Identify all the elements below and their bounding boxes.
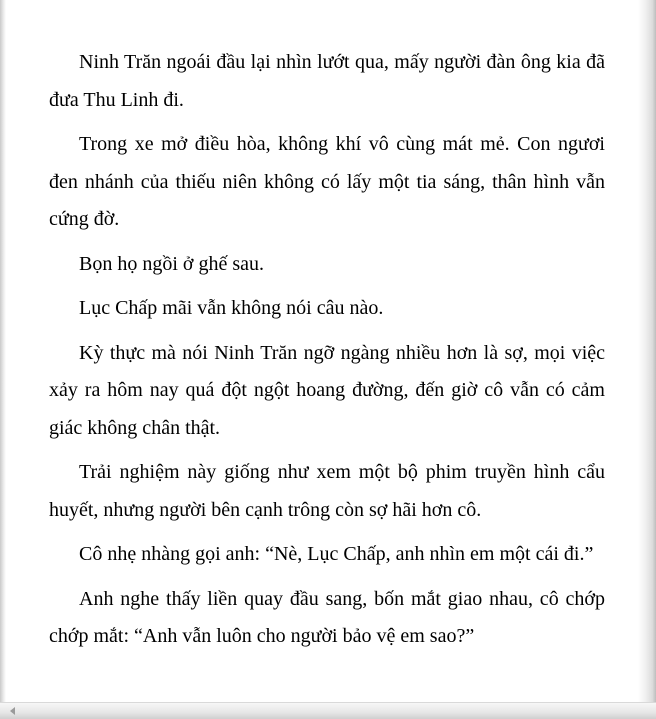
page-left-edge <box>0 0 6 719</box>
paragraph: Lục Chấp mãi vẫn không nói câu nào. <box>79 297 384 319</box>
paragraph: Trải nghiệm này giống như xem một bộ phim truyền hình cẩu huyết, nhưng người bên cạnh trông còn sợ hãi hơn cô. <box>49 461 605 521</box>
paragraph: Cô nhẹ nhàng gọi anh: “Nè, Lục Chấp, anh nhìn em một cái đi.” <box>79 543 594 565</box>
paragraph: Trong xe mở điều hòa, không khí vô cùng mát mẻ. Con ngươi đen nhánh của thiếu niên không có lấy một tia sáng, thân hình vẫn cứng đờ. <box>49 133 605 230</box>
paragraph: Ninh Trăn ngoái đầu lại nhìn lướt qua, mấy người đàn ông kia đã đưa Thu Linh đi. <box>49 51 605 111</box>
paragraph: Kỳ thực mà nói Ninh Trăn ngỡ ngàng nhiều hơn là sợ, mọi việc xảy ra hôm nay quá đột ngột hoang đường, đến giờ cô vẫn có cảm giác không chân thật. <box>49 341 605 439</box>
horizontal-scrollbar[interactable] <box>0 702 656 719</box>
paragraph: Bọn họ ngồi ở ghế sau. <box>79 252 265 275</box>
page-right-edge <box>638 0 656 719</box>
paragraph: Anh nghe thấy liền quay đầu sang, bốn mắt giao nhau, cô chớp chớp mắt: “Anh vẫn luôn cho người bảo vệ em sao?” <box>49 587 605 647</box>
scroll-left-arrow-icon[interactable] <box>7 705 19 717</box>
document-body <box>49 44 605 663</box>
